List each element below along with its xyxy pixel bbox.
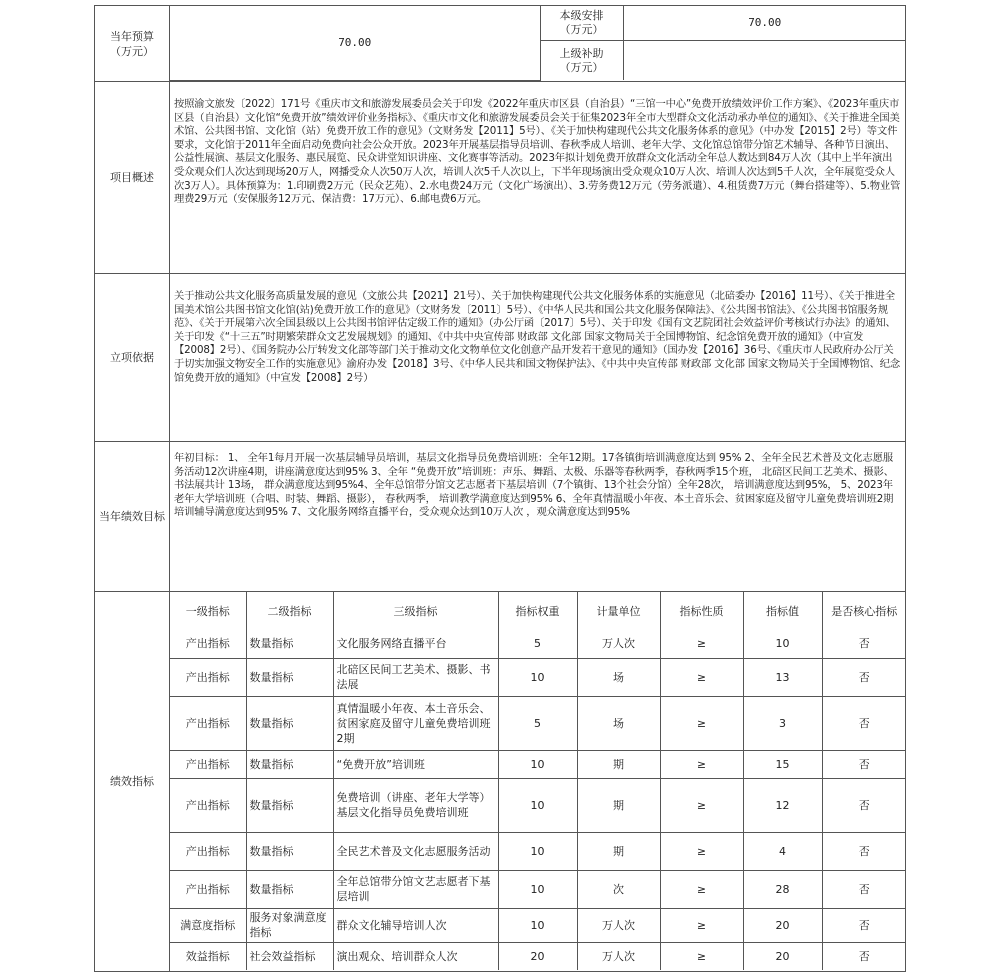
header-level3: 三级指标 (333, 592, 498, 630)
indicator-level2: 服务对象满意度指标 (246, 908, 333, 942)
budget-upper-value (623, 40, 906, 80)
indicator-level2: 数量指标 (246, 778, 333, 832)
budget-local-label: 本级安排 （万元） (540, 6, 623, 40)
indicator-core: 否 (822, 658, 906, 696)
indicator-level2: 数量指标 (246, 630, 333, 658)
indicator-unit: 期 (577, 778, 660, 832)
basis-row (95, 274, 906, 442)
basis-label: 立项依据 (95, 274, 170, 442)
indicator-nature: ≥ (660, 658, 743, 696)
indicator-value: 20 (743, 942, 822, 970)
indicator-weight: 20 (498, 942, 577, 970)
project-table (94, 5, 906, 972)
goals-row (95, 442, 906, 592)
indicator-unit: 次 (577, 870, 660, 908)
indicators-label: 绩效指标 (95, 592, 170, 972)
indicator-value: 4 (743, 832, 822, 870)
indicator-level1: 满意度指标 (170, 908, 246, 942)
indicator-row (170, 658, 906, 696)
goals-label: 当年绩效目标 (95, 442, 170, 592)
indicator-level3: 全年总馆带分馆文艺志愿者下基层培训 (333, 870, 498, 908)
indicator-nature: ≥ (660, 696, 743, 750)
indicator-unit: 万人次 (577, 942, 660, 970)
overview-row (95, 82, 906, 274)
indicator-core: 否 (822, 630, 906, 658)
indicator-level1: 产出指标 (170, 778, 246, 832)
budget-inner-table (170, 6, 906, 81)
indicator-table (170, 592, 906, 970)
indicator-unit: 场 (577, 696, 660, 750)
indicator-unit: 万人次 (577, 908, 660, 942)
indicator-row (170, 696, 906, 750)
budget-cell (170, 6, 906, 82)
indicators-cell (170, 592, 906, 972)
indicators-row (95, 592, 906, 972)
indicator-value: 15 (743, 750, 822, 778)
indicator-row (170, 908, 906, 942)
indicator-weight: 10 (498, 750, 577, 778)
indicator-level3: 免费培训（讲座、老年大学等）基层文化指导员免费培训班 (333, 778, 498, 832)
indicator-weight: 10 (498, 832, 577, 870)
indicator-level1: 产出指标 (170, 630, 246, 658)
header-value: 指标值 (743, 592, 822, 630)
indicator-level1: 产出指标 (170, 750, 246, 778)
header-core: 是否核心指标 (822, 592, 906, 630)
indicator-level1: 产出指标 (170, 658, 246, 696)
indicator-value: 20 (743, 908, 822, 942)
indicator-unit: 场 (577, 658, 660, 696)
indicator-core: 否 (822, 750, 906, 778)
budget-row (95, 6, 906, 82)
indicator-level3: “免费开放”培训班 (333, 750, 498, 778)
indicator-value: 10 (743, 630, 822, 658)
indicator-row (170, 870, 906, 908)
indicator-level3: 群众文化辅导培训人次 (333, 908, 498, 942)
indicator-level3: 北碚区民间工艺美术、摄影、书法展 (333, 658, 498, 696)
indicator-core: 否 (822, 696, 906, 750)
indicator-value: 13 (743, 658, 822, 696)
indicator-core: 否 (822, 870, 906, 908)
indicator-core: 否 (822, 778, 906, 832)
indicator-nature: ≥ (660, 630, 743, 658)
budget-upper-label: 上级补助 （万元） (540, 40, 623, 80)
indicator-value: 28 (743, 870, 822, 908)
indicator-level2: 数量指标 (246, 696, 333, 750)
indicator-nature: ≥ (660, 778, 743, 832)
indicator-weight: 10 (498, 778, 577, 832)
indicator-level3: 文化服务网络直播平台 (333, 630, 498, 658)
indicator-nature: ≥ (660, 750, 743, 778)
indicator-nature: ≥ (660, 942, 743, 970)
header-level1: 一级指标 (170, 592, 246, 630)
indicator-header-row (170, 592, 906, 630)
indicator-level1: 产出指标 (170, 870, 246, 908)
indicator-level1: 产出指标 (170, 696, 246, 750)
indicator-core: 否 (822, 908, 906, 942)
indicator-level3: 全民艺术普及文化志愿服务活动 (333, 832, 498, 870)
overview-label: 项目概述 (95, 82, 170, 274)
indicator-weight: 10 (498, 658, 577, 696)
indicator-level3: 演出观众、培训群众人次 (333, 942, 498, 970)
indicator-level1: 效益指标 (170, 942, 246, 970)
indicator-level3: 真情温暖小年夜、本土音乐会、贫困家庭及留守儿童免费培训班2期 (333, 696, 498, 750)
indicator-row (170, 778, 906, 832)
header-weight: 指标权重 (498, 592, 577, 630)
indicator-row (170, 630, 906, 658)
budget-label: 当年预算 （万元） (95, 6, 170, 82)
indicator-level2: 数量指标 (246, 750, 333, 778)
indicator-weight: 10 (498, 870, 577, 908)
indicator-core: 否 (822, 942, 906, 970)
indicator-row (170, 942, 906, 970)
indicator-level2: 数量指标 (246, 832, 333, 870)
indicator-level2: 数量指标 (246, 870, 333, 908)
overview-text: 按照渝文旅发〔2022〕171号《重庆市文和旅游发展委员会关于印发《2022年重庆市区县（自治县）“三馆一中心”免费开放绩效评价工作方案》、《2023年重庆市区县（自治县）文化馆“免费开放”绩效评价业务指标》、《重庆市文化和旅游发展委员会关于征集2023年全市大型群众文化活动承办单位的通知》、《关于推进全国美术馆、公共图书馆、文化馆（站）免费开放工作的意见》（文财务发【2011】5号）、《关于加快构建现代公共文化服务体系的意见》（中办发【2015】2号）等文件要求，文化馆于2011年全面启动免费向社会公众开放。2023年开展基层指导员培训、春秋季成人培训、老年大学、文化馆总馆带分馆艺术辅导、各种节日演出、公益性展演、基层文化服务、惠民展览、民众讲堂知识讲座、文化赛事等活动。2023年拟计划免费开放群众文化活动全年总人数达到84万人次（其中上半年演出受众观众们人次达到现场20万人，网播受众人次50万人次，培训人次5千人次以上，下半年现场演出受众观众10万人次、培训人次达到5千人次，全年展览受众人次3万人）。具体预算为：1.印刷费2万元（民众艺苑）、2.水电费24万元（文化广场演出）、3.劳务费12万元（劳务派遣）、4.租赁费7万元（舞台搭建等）、5.物业管理费29万元（安保服务12万元、保洁费：17万元）、6.邮电费6万元。 (170, 82, 906, 274)
indicator-unit: 期 (577, 832, 660, 870)
indicator-weight: 5 (498, 630, 577, 658)
indicator-level1: 产出指标 (170, 832, 246, 870)
indicator-row (170, 832, 906, 870)
indicator-weight: 10 (498, 908, 577, 942)
header-unit: 计量单位 (577, 592, 660, 630)
basis-text: 关于推动公共文化服务高质量发展的意见（文旅公共【2021】21号）、关于加快构建现代公共文化服务体系的实施意见（北碚委办【2016】11号）、《关于推进全国美术馆公共图书馆文化馆(站)免费开放工作的意见》（文财务发〔2011〕5号）、《中华人民共和国公共文化服务保障法》、《公共图书馆法》、《公共图书馆服务规范》、《关于开展第六次全国县级以上公共图书馆评估定级工作的通知》（办公厅函〔2017〕5号）、关于印发《国有文艺院团社会效益评价考核试行办法》的通知、关于印发《“十三五”时期繁荣群众文艺发展规划》的通知、《中共中央宣传部 财政部 文化部 国家文物局关于全国博物馆、纪念馆免费开放的通知》（中宣发【2008】2号）、《国务院办公厅转发文化部等部门关于推动文化文物单位文化创意产品开发若干意见的通知》（国办发【2016】36号、《重庆市人民政府办公厅关于切实加强文物安全工作的实施意见》渝府办发【2018】3号、《中华人民共和国文物保护法》、《中共中央宣传部 财政部 文化部 国家文物局关于全国博物馆、纪念馆免费开放的通知》（中宣发【2008】2号） (170, 274, 906, 442)
indicator-core: 否 (822, 832, 906, 870)
budget-total-value: 70.00 (170, 6, 540, 80)
indicator-level2: 数量指标 (246, 658, 333, 696)
indicator-value: 12 (743, 778, 822, 832)
indicator-nature: ≥ (660, 908, 743, 942)
indicator-nature: ≥ (660, 832, 743, 870)
header-nature: 指标性质 (660, 592, 743, 630)
header-level2: 二级指标 (246, 592, 333, 630)
indicator-weight: 5 (498, 696, 577, 750)
indicator-level2: 社会效益指标 (246, 942, 333, 970)
indicator-unit: 万人次 (577, 630, 660, 658)
indicator-value: 3 (743, 696, 822, 750)
budget-local-value: 70.00 (623, 6, 906, 40)
indicator-row (170, 750, 906, 778)
goals-text: 年初目标： 1、 全年1每月开展一次基层辅导员培训，基层文化指导员免费培训班：全年12期。17各镇街培训满意度达到 95% 2、全年全民艺术普及文化志愿服务活动12次讲座4期，讲座满意度达到95% 3、全年 “免费开放”培训班：声乐、舞蹈、太极、乐器等春秋两季，春秋两季15个班， 北碚区民间工艺美术、摄影、书法展共计 13场， 群众满意度达到95%4、全年总馆带分馆文艺志愿者下基层培训（7个镇街、13个社会分馆）全年28次， 培训满意度达到95%， 5、2023年 老年大学培训班（合唱、时装、舞蹈、摄影）， 春秋两季， 培训教学满意度达到95% 6、全年真情温暖小年夜、本土音乐会、贫困家庭及留守儿童免费培训班2期 培训辅导满意度达到95% 7、文化服务网络直播平台，受众观众达到10万人次 ，观众满意度达到95% (170, 442, 906, 592)
indicator-nature: ≥ (660, 870, 743, 908)
indicator-unit: 期 (577, 750, 660, 778)
